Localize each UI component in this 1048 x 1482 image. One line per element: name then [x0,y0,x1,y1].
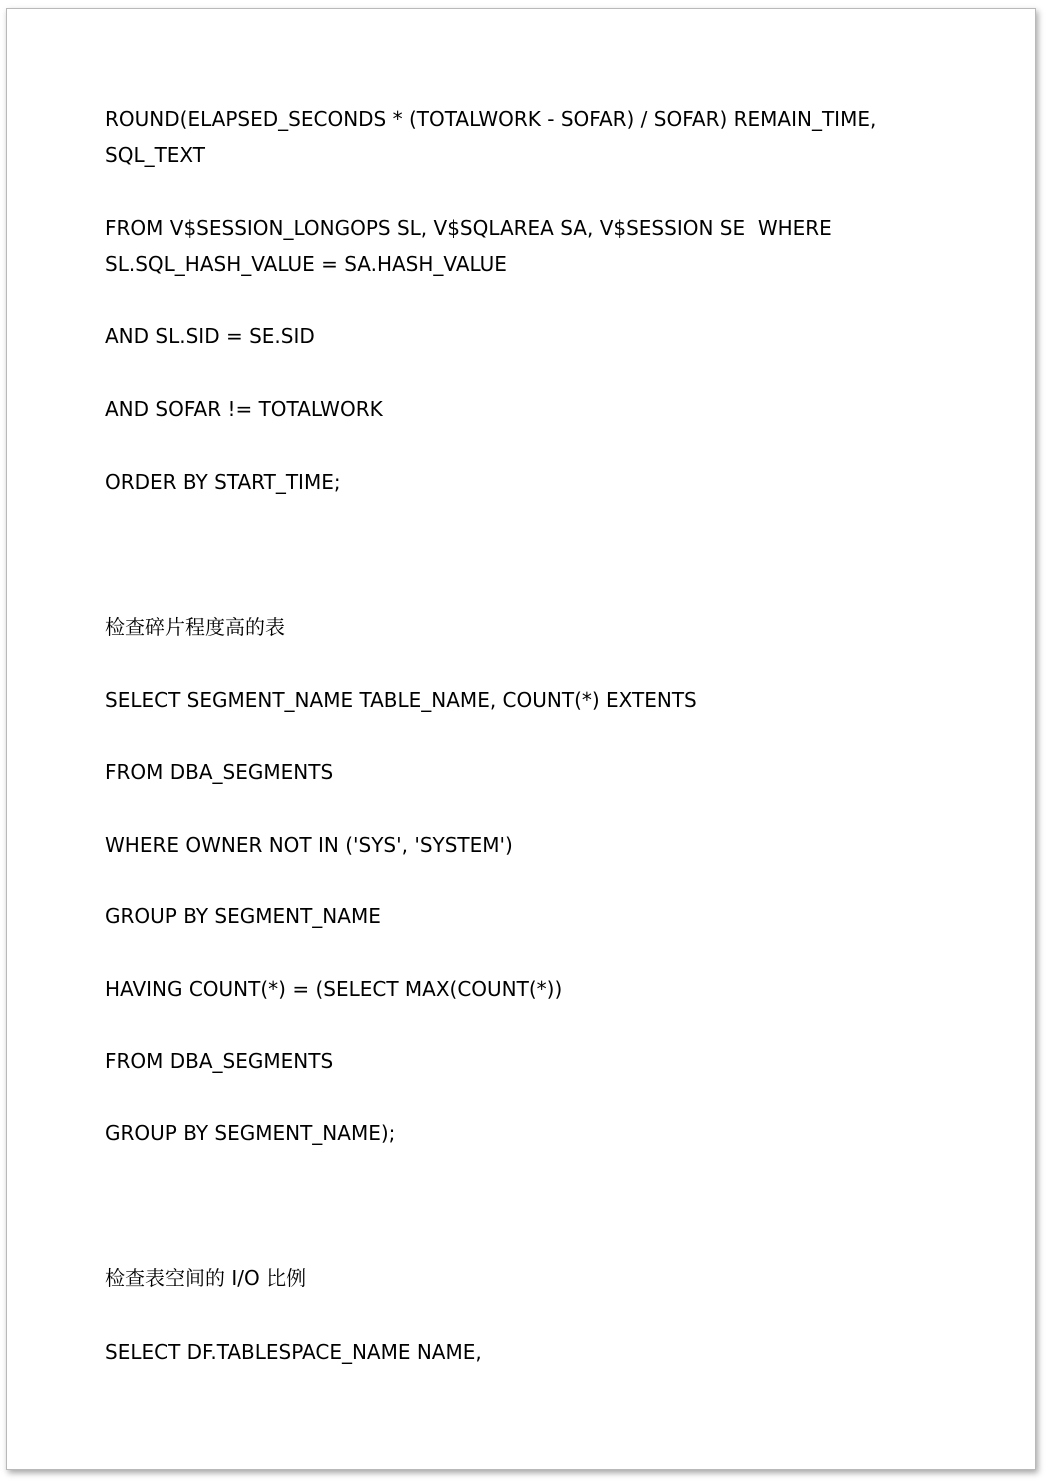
code-line: SQL_TEXT [105,143,205,167]
code-line: ORDER BY START_TIME; [105,470,341,494]
code-line: FROM V$SESSION_LONGOPS SL, V$SQLAREA SA, V$SESSION SE WHERE [105,216,832,240]
code-line: SELECT SEGMENT_NAME TABLE_NAME, COUNT(*) EXTENTS [105,688,697,712]
code-line: SELECT DF.TABLESPACE_NAME NAME, [105,1340,482,1364]
code-line: AND SL.SID = SE.SID [105,324,315,348]
code-line: ROUND(ELAPSED_SECONDS * (TOTALWORK - SOFAR) / SOFAR) REMAIN_TIME, [105,107,877,131]
section-heading: 检查表空间的 I/O 比例 [105,1266,307,1290]
code-line: GROUP BY SEGMENT_NAME [105,904,381,928]
section-heading: 检查碎片程度高的表 [105,615,285,639]
code-line: FROM DBA_SEGMENTS [105,1049,334,1073]
code-line: GROUP BY SEGMENT_NAME); [105,1121,396,1145]
code-line: SL.SQL_HASH_VALUE = SA.HASH_VALUE [105,252,507,276]
code-line: FROM DBA_SEGMENTS [105,760,334,784]
code-line: AND SOFAR != TOTALWORK [105,397,383,421]
document-page [6,8,1036,1470]
code-line: WHERE OWNER NOT IN ('SYS', 'SYSTEM') [105,833,513,857]
code-line: HAVING COUNT(*) = (SELECT MAX(COUNT(*)) [105,977,563,1001]
